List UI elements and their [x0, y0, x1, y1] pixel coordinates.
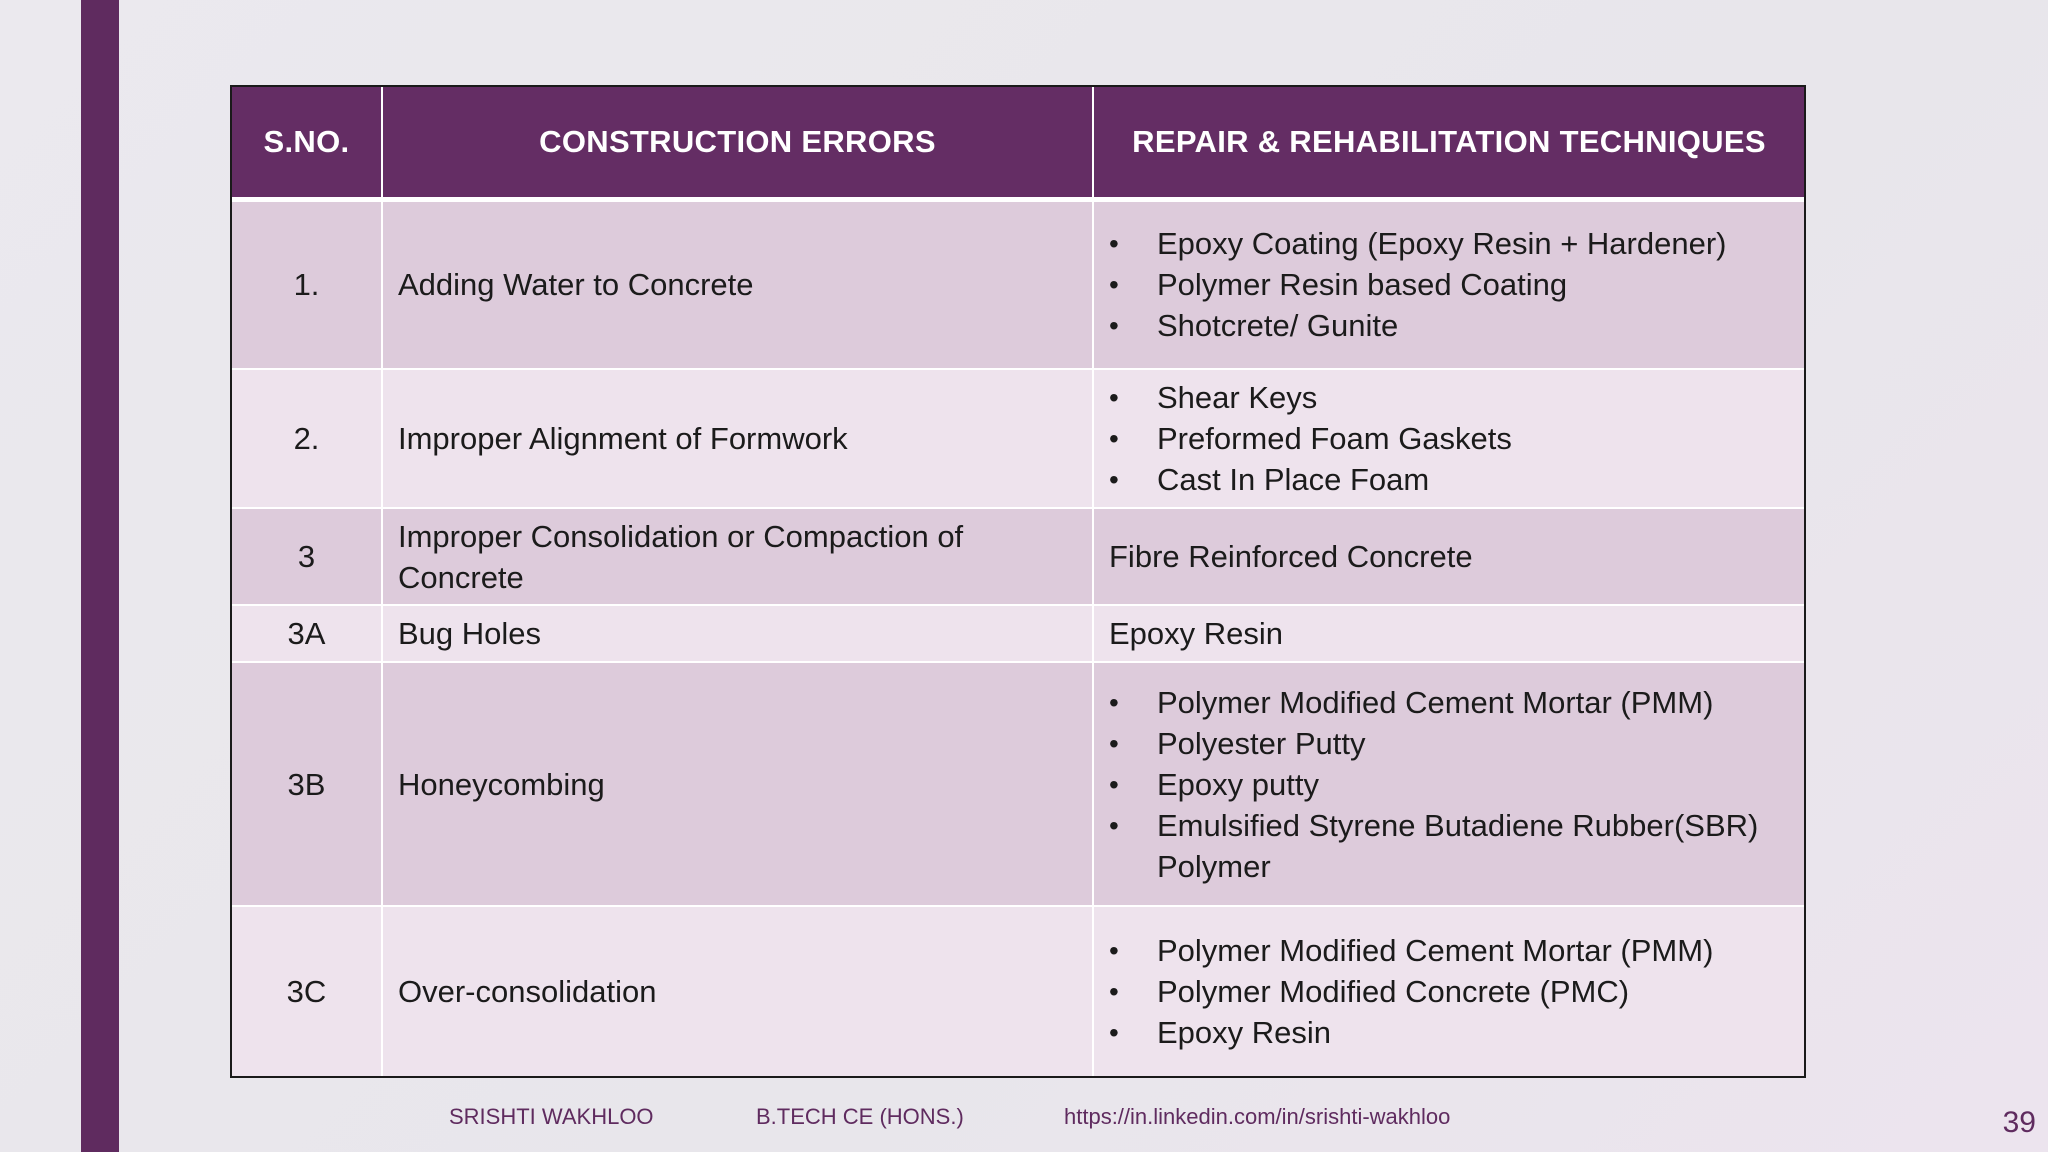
row-error: Honeycombing [382, 662, 1093, 906]
repair-item: • Epoxy Resin [1109, 1012, 1794, 1053]
row-error: Over-consolidation [382, 906, 1093, 1076]
repair-list [1109, 682, 1794, 887]
footer-link[interactable]: https://in.linkedin.com/in/srishti-wakhloo [1064, 1104, 1451, 1129]
footer-degree: B.TECH CE (HONS.) [756, 1104, 964, 1129]
table-header [232, 87, 1804, 199]
errors-table-container [230, 85, 1806, 1078]
header-construction-errors: CONSTRUCTION ERRORS [382, 87, 1093, 199]
errors-table [232, 87, 1804, 1076]
row-sno: 3C [232, 906, 382, 1076]
header-repair-techniques: REPAIR & REHABILITATION TECHNIQUES [1093, 87, 1804, 199]
accent-bar [81, 0, 119, 1152]
row-sno: 3 [232, 508, 382, 605]
row-repairs [1093, 662, 1804, 906]
row-repairs [1093, 199, 1804, 369]
row-error: Improper Alignment of Formwork [382, 369, 1093, 508]
repair-item: • Epoxy putty [1109, 764, 1794, 805]
table-row [232, 662, 1804, 906]
repair-item: • Cast In Place Foam [1109, 459, 1794, 500]
repair-item: • Epoxy Coating (Epoxy Resin + Hardener) [1109, 223, 1794, 264]
row-error: Improper Consolidation or Compaction of Concrete [382, 508, 1093, 605]
row-sno: 3B [232, 662, 382, 906]
header-sno: S.NO. [232, 87, 382, 199]
repair-item: • Polymer Modified Cement Mortar (PMM) [1109, 682, 1794, 723]
table-row [232, 199, 1804, 369]
row-sno: 1. [232, 199, 382, 369]
repair-item: • Polymer Modified Concrete (PMC) [1109, 971, 1794, 1012]
repair-list [1109, 223, 1794, 346]
row-repair-text: Epoxy Resin [1093, 605, 1804, 662]
repair-item: • Shotcrete/ Gunite [1109, 305, 1794, 346]
repair-item: • Emulsified Styrene Butadiene Rubber(SBR) Polymer [1109, 805, 1794, 887]
repair-item: • Shear Keys [1109, 377, 1794, 418]
table-row [232, 605, 1804, 662]
repair-list [1109, 930, 1794, 1053]
table-body [232, 199, 1804, 1076]
page-number: 39 [2002, 1106, 2036, 1139]
repair-item: • Polymer Resin based Coating [1109, 264, 1794, 305]
row-sno: 3A [232, 605, 382, 662]
footer-author: SRISHTI WAKHLOO [449, 1104, 654, 1129]
row-repairs [1093, 906, 1804, 1076]
table-row [232, 508, 1804, 605]
table-row [232, 369, 1804, 508]
repair-list [1109, 377, 1794, 500]
table-row [232, 906, 1804, 1076]
repair-item: • Polymer Modified Cement Mortar (PMM) [1109, 930, 1794, 971]
repair-item: • Polyester Putty [1109, 723, 1794, 764]
row-sno: 2. [232, 369, 382, 508]
header-row [232, 87, 1804, 199]
repair-item: • Preformed Foam Gaskets [1109, 418, 1794, 459]
row-error: Bug Holes [382, 605, 1093, 662]
row-repairs [1093, 369, 1804, 508]
row-repair-text: Fibre Reinforced Concrete [1093, 508, 1804, 605]
row-error: Adding Water to Concrete [382, 199, 1093, 369]
